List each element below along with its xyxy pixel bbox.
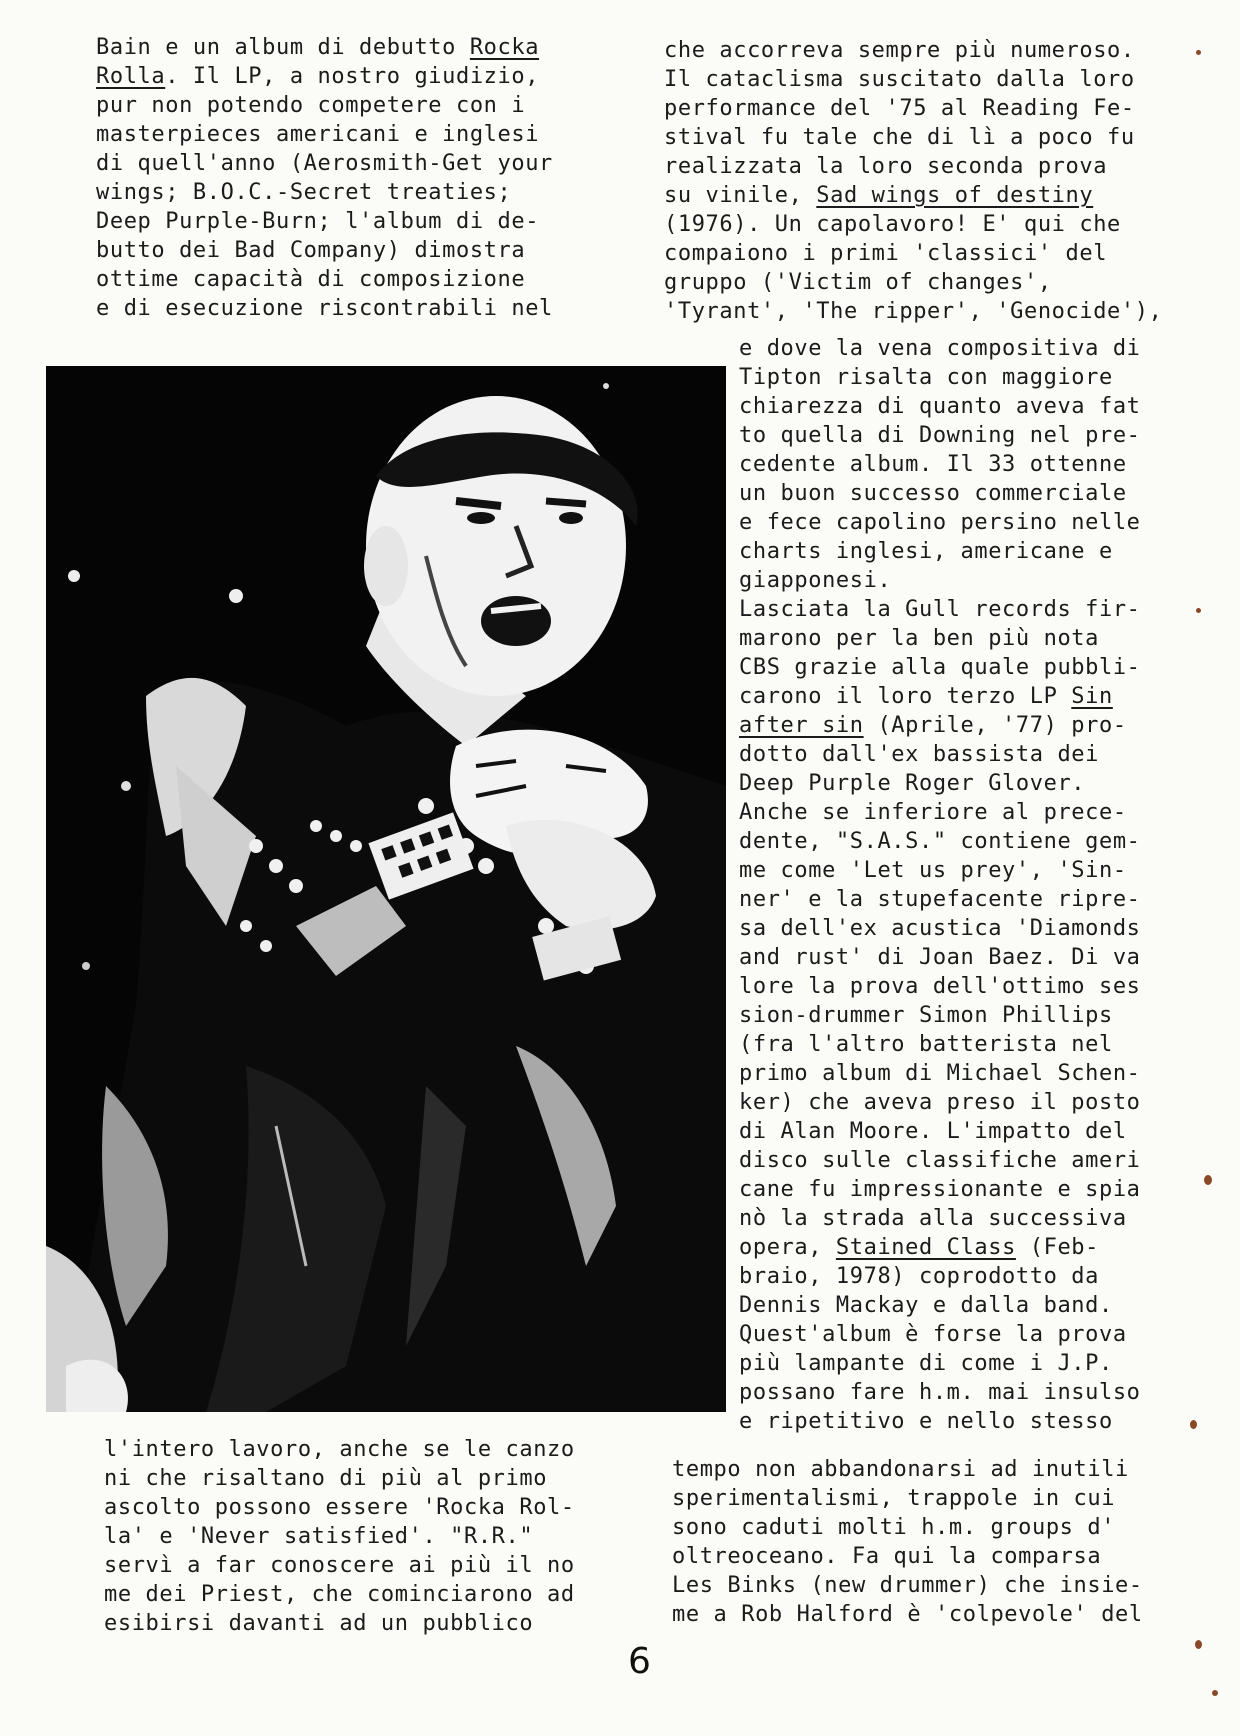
text-line <box>672 1571 1143 1600</box>
text-segment: opera, <box>739 1235 836 1260</box>
album-title: Stained Class <box>835 1235 1016 1260</box>
text-segment: Anche se inferiore al prece- <box>739 800 1127 825</box>
text-segment: e fece capolino persino nelle <box>739 510 1141 535</box>
text-segment: . Il LP, a nostro giudizio, <box>165 64 540 89</box>
text-line <box>739 479 1127 508</box>
text-line <box>664 297 1162 326</box>
text-segment: giapponesi. <box>739 568 892 593</box>
album-title: Sad wings of destiny <box>816 183 1094 208</box>
text-segment: possano fare h.m. mai insulso <box>739 1380 1141 1405</box>
text-line <box>739 827 1141 856</box>
text-line <box>739 1175 1141 1204</box>
text-line <box>104 1609 533 1638</box>
text-line <box>739 624 1099 653</box>
text-line <box>739 334 1141 363</box>
paper-speck <box>1212 1690 1218 1696</box>
text-segment: Tipton risalta con maggiore <box>739 365 1113 390</box>
text-segment: sa dell'ex acustica 'Diamonds <box>739 916 1141 941</box>
text-line <box>739 1059 1141 1088</box>
text-segment: marono per la ben più nota <box>739 626 1099 651</box>
text-line <box>739 595 1141 624</box>
text-line <box>739 943 1141 972</box>
text-segment: ner' e la stupefacente ripre- <box>739 887 1141 912</box>
text-segment: Il cataclisma suscitato dalla loro <box>664 67 1135 92</box>
text-line <box>672 1484 1115 1513</box>
text-line <box>664 181 1093 210</box>
text-segment: Bain e un album di debutto <box>96 35 470 60</box>
text-line <box>739 537 1113 566</box>
text-line <box>104 1551 575 1580</box>
text-line <box>739 1117 1127 1146</box>
text-segment: chiarezza di quanto aveva fat <box>739 394 1141 419</box>
text-segment: wings; B.O.C.-Secret treaties; <box>96 180 512 205</box>
text-line <box>104 1493 575 1522</box>
text-line <box>672 1513 1115 1542</box>
text-line <box>739 1407 1113 1436</box>
text-line <box>96 62 539 91</box>
text-line <box>739 1204 1127 1233</box>
text-segment: braio, 1978) coprodotto da <box>739 1264 1099 1289</box>
text-segment: me dei Priest, che cominciarono ad <box>104 1582 575 1607</box>
paper-speck <box>1196 50 1201 55</box>
text-line <box>96 294 553 323</box>
text-segment: (fra l'altro batterista nel <box>739 1032 1113 1057</box>
text-segment: to quella di Downing nel pre- <box>739 423 1141 448</box>
text-line <box>664 210 1121 239</box>
text-line <box>96 207 539 236</box>
text-segment: charts inglesi, americane e <box>739 539 1113 564</box>
text-segment: e dove la vena compositiva di <box>739 336 1141 361</box>
text-segment: di Alan Moore. L'impatto del <box>739 1119 1127 1144</box>
text-segment: gruppo ('Victim of changes', <box>664 270 1052 295</box>
text-line <box>104 1435 575 1464</box>
text-line <box>672 1542 1101 1571</box>
text-line <box>739 392 1141 421</box>
singer-photo-icon <box>46 366 726 1412</box>
text-segment: performance del '75 al Reading Fe- <box>664 96 1135 121</box>
text-line <box>739 1088 1141 1117</box>
paper-speck <box>1196 608 1201 613</box>
text-segment: 'Tyrant', 'The ripper', 'Genocide'), <box>664 299 1163 324</box>
text-segment: Deep Purple-Burn; l'album di de- <box>96 209 540 234</box>
album-title: Rolla <box>96 64 166 89</box>
text-line <box>739 421 1141 450</box>
paper-speck <box>1190 1420 1197 1429</box>
text-line <box>664 65 1135 94</box>
text-segment: (1976). Un capolavoro! E' qui che <box>664 212 1121 237</box>
text-line <box>739 856 1127 885</box>
text-line <box>664 268 1052 297</box>
text-line <box>664 123 1135 152</box>
text-line <box>739 1233 1099 1262</box>
text-segment: più lampante di come i J.P. <box>739 1351 1113 1376</box>
text-segment: e di esecuzione riscontrabili nel <box>96 296 553 321</box>
text-segment: di quell'anno (Aerosmith-Get your <box>96 151 553 176</box>
text-line <box>664 94 1135 123</box>
text-segment: ascolto possono essere 'Rocka Rol- <box>104 1495 575 1520</box>
text-segment: realizzata la loro seconda prova <box>664 154 1108 179</box>
text-line <box>104 1522 533 1551</box>
text-segment: cedente album. Il 33 ottenne <box>739 452 1127 477</box>
text-segment: primo album di Michael Schen- <box>739 1061 1141 1086</box>
text-segment: pur non potendo competere con i <box>96 93 526 118</box>
text-line <box>739 1001 1113 1030</box>
text-line <box>664 36 1135 65</box>
text-line <box>96 149 553 178</box>
text-segment: un buon successo commerciale <box>739 481 1127 506</box>
text-line <box>739 1146 1141 1175</box>
text-segment: Dennis Mackay e dalla band. <box>739 1293 1113 1318</box>
text-line <box>96 120 539 149</box>
text-line <box>739 508 1141 537</box>
text-segment: butto dei Bad Company) dimostra <box>96 238 526 263</box>
text-line <box>739 914 1141 943</box>
text-segment: che accorreva sempre più numeroso. <box>664 38 1135 63</box>
album-title: Sin <box>1071 684 1113 709</box>
text-segment: Quest'album è forse la prova <box>739 1322 1127 1347</box>
album-title: Rocka <box>469 35 540 60</box>
text-line <box>96 265 525 294</box>
paper-speck <box>1204 1175 1212 1185</box>
text-line <box>739 1349 1113 1378</box>
text-segment: Les Binks (new drummer) che insie- <box>672 1573 1143 1598</box>
text-line <box>672 1455 1129 1484</box>
text-segment: servì a far conoscere ai più il no <box>104 1553 575 1578</box>
text-segment: ni che risaltano di più al primo <box>104 1466 548 1491</box>
text-line <box>96 236 525 265</box>
text-line <box>739 711 1127 740</box>
text-segment: sperimentalismi, trappole in cui <box>672 1486 1116 1511</box>
text-line <box>96 178 511 207</box>
text-line <box>104 1464 547 1493</box>
text-segment: dotto dall'ex bassista dei <box>739 742 1099 767</box>
page-number: 6 <box>628 1641 651 1682</box>
text-line <box>739 653 1141 682</box>
text-segment: and rust' di Joan Baez. Di va <box>739 945 1141 970</box>
text-line <box>96 91 525 120</box>
text-line <box>739 566 891 595</box>
text-segment: compaiono i primi 'classici' del <box>664 241 1108 266</box>
text-line <box>739 1030 1113 1059</box>
text-segment: esibirsi davanti ad un pubblico <box>104 1611 534 1636</box>
album-title: after sin <box>739 713 864 738</box>
text-segment: carono il loro terzo LP <box>739 684 1072 709</box>
text-line <box>739 740 1099 769</box>
text-line <box>664 239 1107 268</box>
text-segment: (Aprile, '77) pro- <box>863 713 1127 738</box>
text-segment: oltreoceano. Fa qui la comparsa <box>672 1544 1102 1569</box>
text-segment: masterpieces americani e inglesi <box>96 122 540 147</box>
text-segment: (Feb- <box>1015 1235 1099 1260</box>
text-segment: ottime capacità di composizione <box>96 267 526 292</box>
text-segment: su vinile, <box>664 183 817 208</box>
text-segment: nò la strada alla successiva <box>739 1206 1127 1231</box>
text-segment: la' e 'Never satisfied'. "R.R." <box>104 1524 534 1549</box>
text-segment: lore la prova dell'ottimo ses <box>739 974 1141 999</box>
text-line <box>739 972 1141 1001</box>
text-line <box>739 769 1085 798</box>
text-segment: disco sulle classifiche ameri <box>739 1148 1141 1173</box>
text-line <box>672 1600 1143 1629</box>
text-line <box>96 33 539 62</box>
text-segment: tempo non abbandonarsi ad inutili <box>672 1457 1129 1482</box>
text-segment: cane fu impressionante e spia <box>739 1177 1141 1202</box>
text-segment: l'intero lavoro, anche se le canzo <box>104 1437 575 1462</box>
text-line <box>739 1320 1127 1349</box>
text-line <box>739 1291 1113 1320</box>
text-segment: Deep Purple Roger Glover. <box>739 771 1086 796</box>
text-segment: e ripetitivo e nello stesso <box>739 1409 1113 1434</box>
text-segment: me come 'Let us prey', 'Sin- <box>739 858 1127 883</box>
text-line <box>739 450 1127 479</box>
text-line <box>739 682 1113 711</box>
text-segment: Lasciata la Gull records fir- <box>739 597 1141 622</box>
text-line <box>739 1378 1141 1407</box>
text-segment: CBS grazie alla quale pubbli- <box>739 655 1141 680</box>
text-line <box>664 152 1107 181</box>
text-line <box>739 798 1127 827</box>
text-segment: ker) che aveva preso il posto <box>739 1090 1141 1115</box>
text-segment: stival fu tale che di lì a poco fu <box>664 125 1135 150</box>
text-line <box>739 885 1141 914</box>
text-segment: sono caduti molti h.m. groups d' <box>672 1515 1116 1540</box>
text-line <box>739 1262 1099 1291</box>
paper-speck <box>1195 1640 1202 1649</box>
text-segment: dente, "S.A.S." contiene gem- <box>739 829 1141 854</box>
text-line <box>104 1580 575 1609</box>
text-line <box>739 363 1113 392</box>
text-segment: sion-drummer Simon Phillips <box>739 1003 1113 1028</box>
text-segment: me a Rob Halford è 'colpevole' del <box>672 1602 1143 1627</box>
